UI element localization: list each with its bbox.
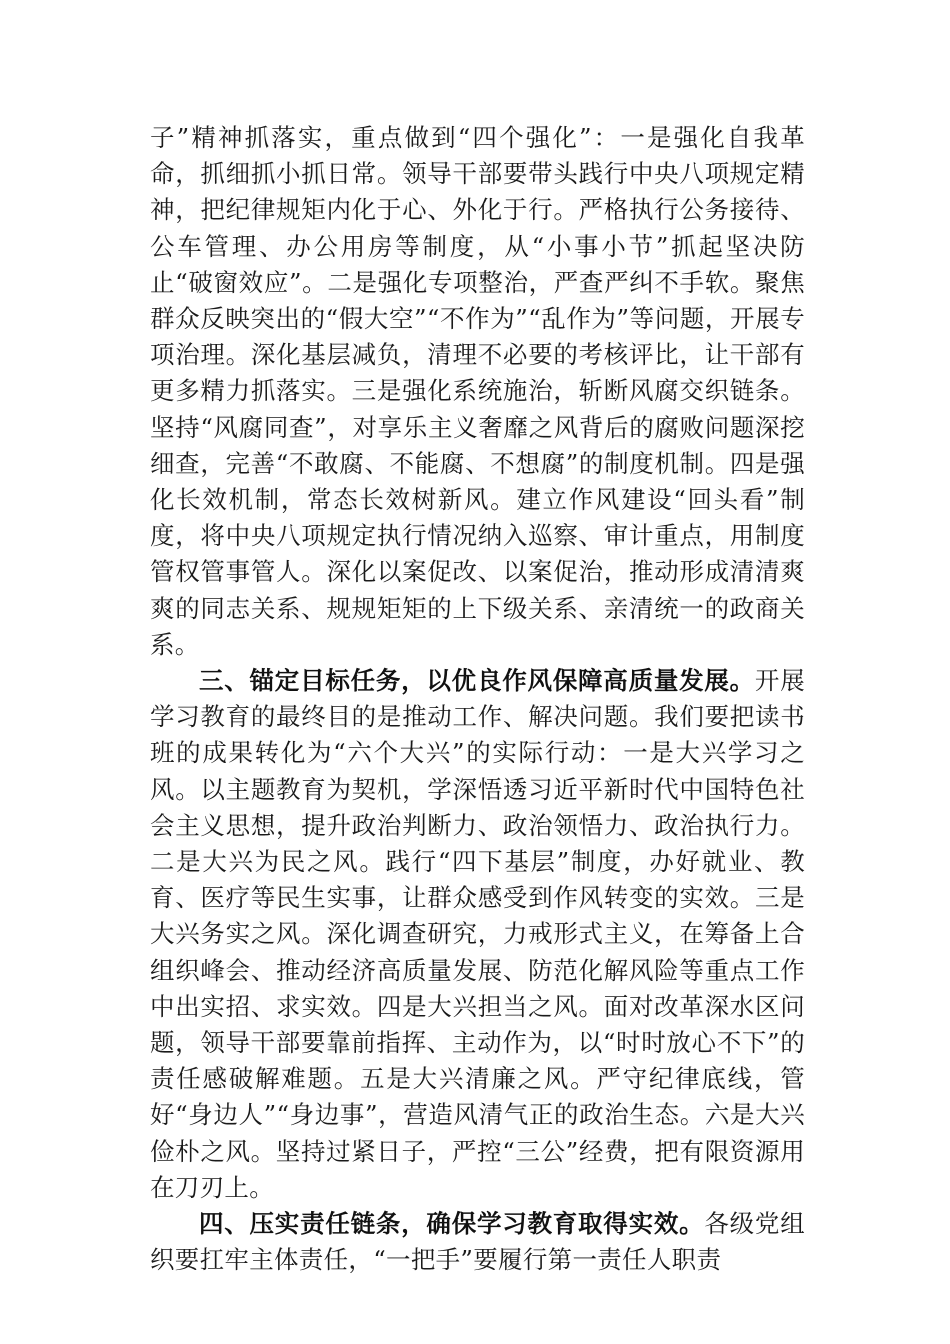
paragraph-section-three xyxy=(150,663,805,1206)
section-heading-three: 三、锚定目标任务，以优良作风保障高质量发展。 xyxy=(199,666,755,696)
paragraph-four-strengthenings xyxy=(150,120,805,663)
section-heading-four: 四、压实责任链条，确保学习教育取得实效。 xyxy=(199,1209,705,1239)
paragraph-text: 子”精神抓落实，重点做到“四个强化”：一是强化自我革命，抓细抓小抓日常。领导干部要带头践行中央八项规定精神，把纪律规矩内化于心、外化于行。严格执行公务接待、公车管理、办公用房等制度，从“小事小节”抓起坚决防止“破窗效应”。二是强化专项整治，严查严纠不手软。聚焦群众反映突出的“假大空”“不作为”“乱作为”等问题，开展专项治理。深化基层减负，清理不必要的考核评比，让干部有更多精力抓落实。三是强化系统施治，斩断风腐交织链条。坚持“风腐同查”，对享乐主义奢靡之风背后的腐败问题深挖细查，完善“不敢腐、不能腐、不想腐”的制度机制。四是强化长效机制，常态长效树新风。建立作风建设“回头看”制度，将中央八项规定执行情况纳入巡察、审计重点，用制度管权管事管人。深化以案促改、以案促治，推动形成清清爽爽的同志关系、规规矩矩的上下级关系、亲清统一的政商关系。 xyxy=(150,123,805,659)
document-body xyxy=(150,120,805,1279)
paragraph-section-four xyxy=(150,1206,805,1278)
paragraph-text: 各级党组织要扛牢主体责任，“一把手”要履行第一责任人职责 xyxy=(150,1209,805,1275)
paragraph-text: 开展学习教育的最终目的是推动工作、解决问题。我们要把读书班的成果转化为“六个大兴”的实际行动：一是大兴学习之风。以主题教育为契机，学深悟透习近平新时代中国特色社会主义思想，提升政治判断力、政治领悟力、政治执行力。二是大兴为民之风。践行“四下基层”制度，办好就业、教育、医疗等民生实事，让群众感受到作风转变的实效。三是大兴务实之风。深化调查研究，力戒形式主义，在筹备上合组织峰会、推动经济高质量发展、防范化解风险等重点工作中出实招、求实效。四是大兴担当之风。面对改革深水区问题，领导干部要靠前指挥、主动作为，以“时时放心不下”的责任感破解难题。五是大兴清廉之风。严守纪律底线，管好“身边人”“身边事”，营造风清气正的政治生态。六是大兴俭朴之风。坚持过紧日子，严控“三公”经费，把有限资源用在刀刃上。 xyxy=(150,666,805,1202)
